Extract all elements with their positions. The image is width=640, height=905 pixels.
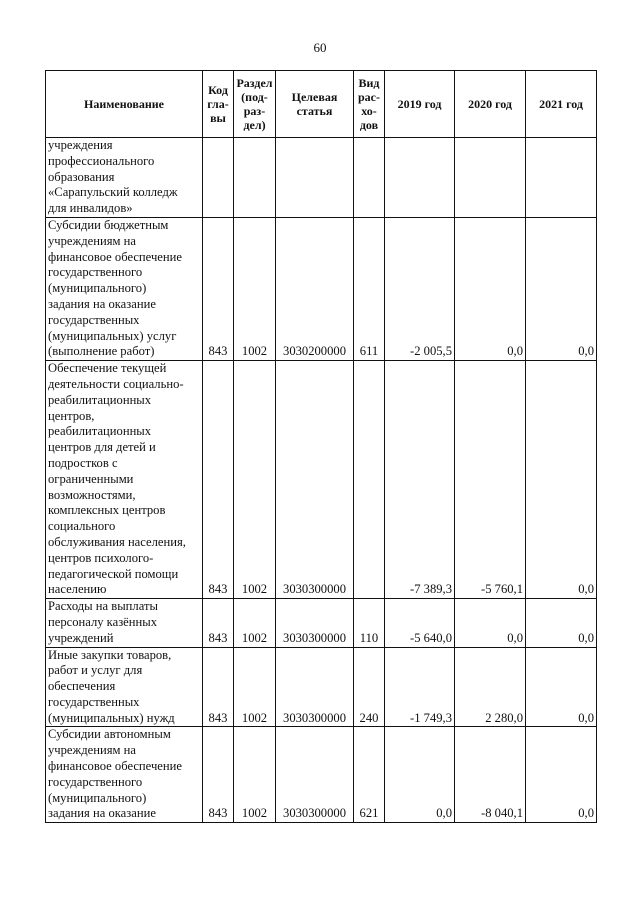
row-2021: 0,0 [526, 217, 597, 360]
row-kod [203, 138, 234, 218]
header-kod-glavy: Код гла- вы [203, 71, 234, 138]
row-2019: -2 005,5 [385, 217, 455, 360]
row-2019: -7 389,3 [385, 361, 455, 599]
row-vid-rashodov: 621 [354, 727, 385, 823]
header-2020: 2020 год [455, 71, 526, 138]
row-razdel: 1002 [234, 599, 276, 647]
table-row [46, 727, 597, 823]
row-2020: -5 760,1 [455, 361, 526, 599]
header-2019: 2019 год [385, 71, 455, 138]
row-2019: -5 640,0 [385, 599, 455, 647]
row-vid-rashodov: 110 [354, 599, 385, 647]
table-row [46, 647, 597, 727]
header-razdel: Раздел (под- раз- дел) [234, 71, 276, 138]
row-2021: 0,0 [526, 647, 597, 727]
row-name: Субсидии бюджетным учреждениям на финансовое обеспечение государственного (муниципального) задания на оказание государственных (муниципальных) услуг (выполнение работ) [46, 217, 203, 360]
row-2020: 2 280,0 [455, 647, 526, 727]
row-2020: -8 040,1 [455, 727, 526, 823]
table-row [46, 361, 597, 599]
row-2021: 0,0 [526, 361, 597, 599]
row-2021: 0,0 [526, 599, 597, 647]
row-razdel [234, 138, 276, 218]
row-razdel: 1002 [234, 727, 276, 823]
table-row [46, 138, 597, 218]
row-vid-rashodov: 240 [354, 647, 385, 727]
header-row [46, 71, 597, 138]
row-celevaya-statya: 3030300000 [276, 727, 354, 823]
row-celevaya-statya: 3030200000 [276, 217, 354, 360]
page-number: 60 [313, 40, 327, 55]
row-2019: -1 749,3 [385, 647, 455, 727]
row-name: Иные закупки товаров, работ и услуг для обеспечения государственных (муниципальных) нужд [46, 647, 203, 727]
row-name: учреждения профессионального образования «Сарапульский колледж для инвалидов» [46, 138, 203, 218]
row-2019 [385, 138, 455, 218]
header-name: Наименование [46, 71, 203, 138]
row-celevaya-statya: 3030300000 [276, 599, 354, 647]
row-name: Субсидии автономным учреждениям на финансовое обеспечение государственного (муниципального) задания на оказание [46, 727, 203, 823]
row-kod: 843 [203, 727, 234, 823]
header-celevaya-statya: Целевая статья [276, 71, 354, 138]
row-kod: 843 [203, 217, 234, 360]
row-name: Расходы на выплаты персоналу казённых учреждений [46, 599, 203, 647]
budget-table [45, 70, 597, 823]
table-row [46, 217, 597, 360]
row-celevaya-statya [276, 138, 354, 218]
row-celevaya-statya: 3030300000 [276, 647, 354, 727]
row-2021 [526, 138, 597, 218]
row-2020: 0,0 [455, 217, 526, 360]
header-2021: 2021 год [526, 71, 597, 138]
row-kod: 843 [203, 599, 234, 647]
row-2020 [455, 138, 526, 218]
table-row [46, 599, 597, 647]
row-razdel: 1002 [234, 217, 276, 360]
row-2021: 0,0 [526, 727, 597, 823]
header-vid-rashodov: Вид рас- хо- дов [354, 71, 385, 138]
row-celevaya-statya: 3030300000 [276, 361, 354, 599]
row-kod: 843 [203, 647, 234, 727]
row-vid-rashodov [354, 138, 385, 218]
row-name: Обеспечение текущей деятельности социально- реабилитационных центров, реабилитационных центров для детей и подростков с ограниченными возможностями, комплексных центров социального обслуживания населения, центров психолого- педагогической помощи населению [46, 361, 203, 599]
row-vid-rashodov: 611 [354, 217, 385, 360]
row-kod: 843 [203, 361, 234, 599]
row-razdel: 1002 [234, 647, 276, 727]
row-vid-rashodov [354, 361, 385, 599]
row-2020: 0,0 [455, 599, 526, 647]
row-razdel: 1002 [234, 361, 276, 599]
row-2019: 0,0 [385, 727, 455, 823]
